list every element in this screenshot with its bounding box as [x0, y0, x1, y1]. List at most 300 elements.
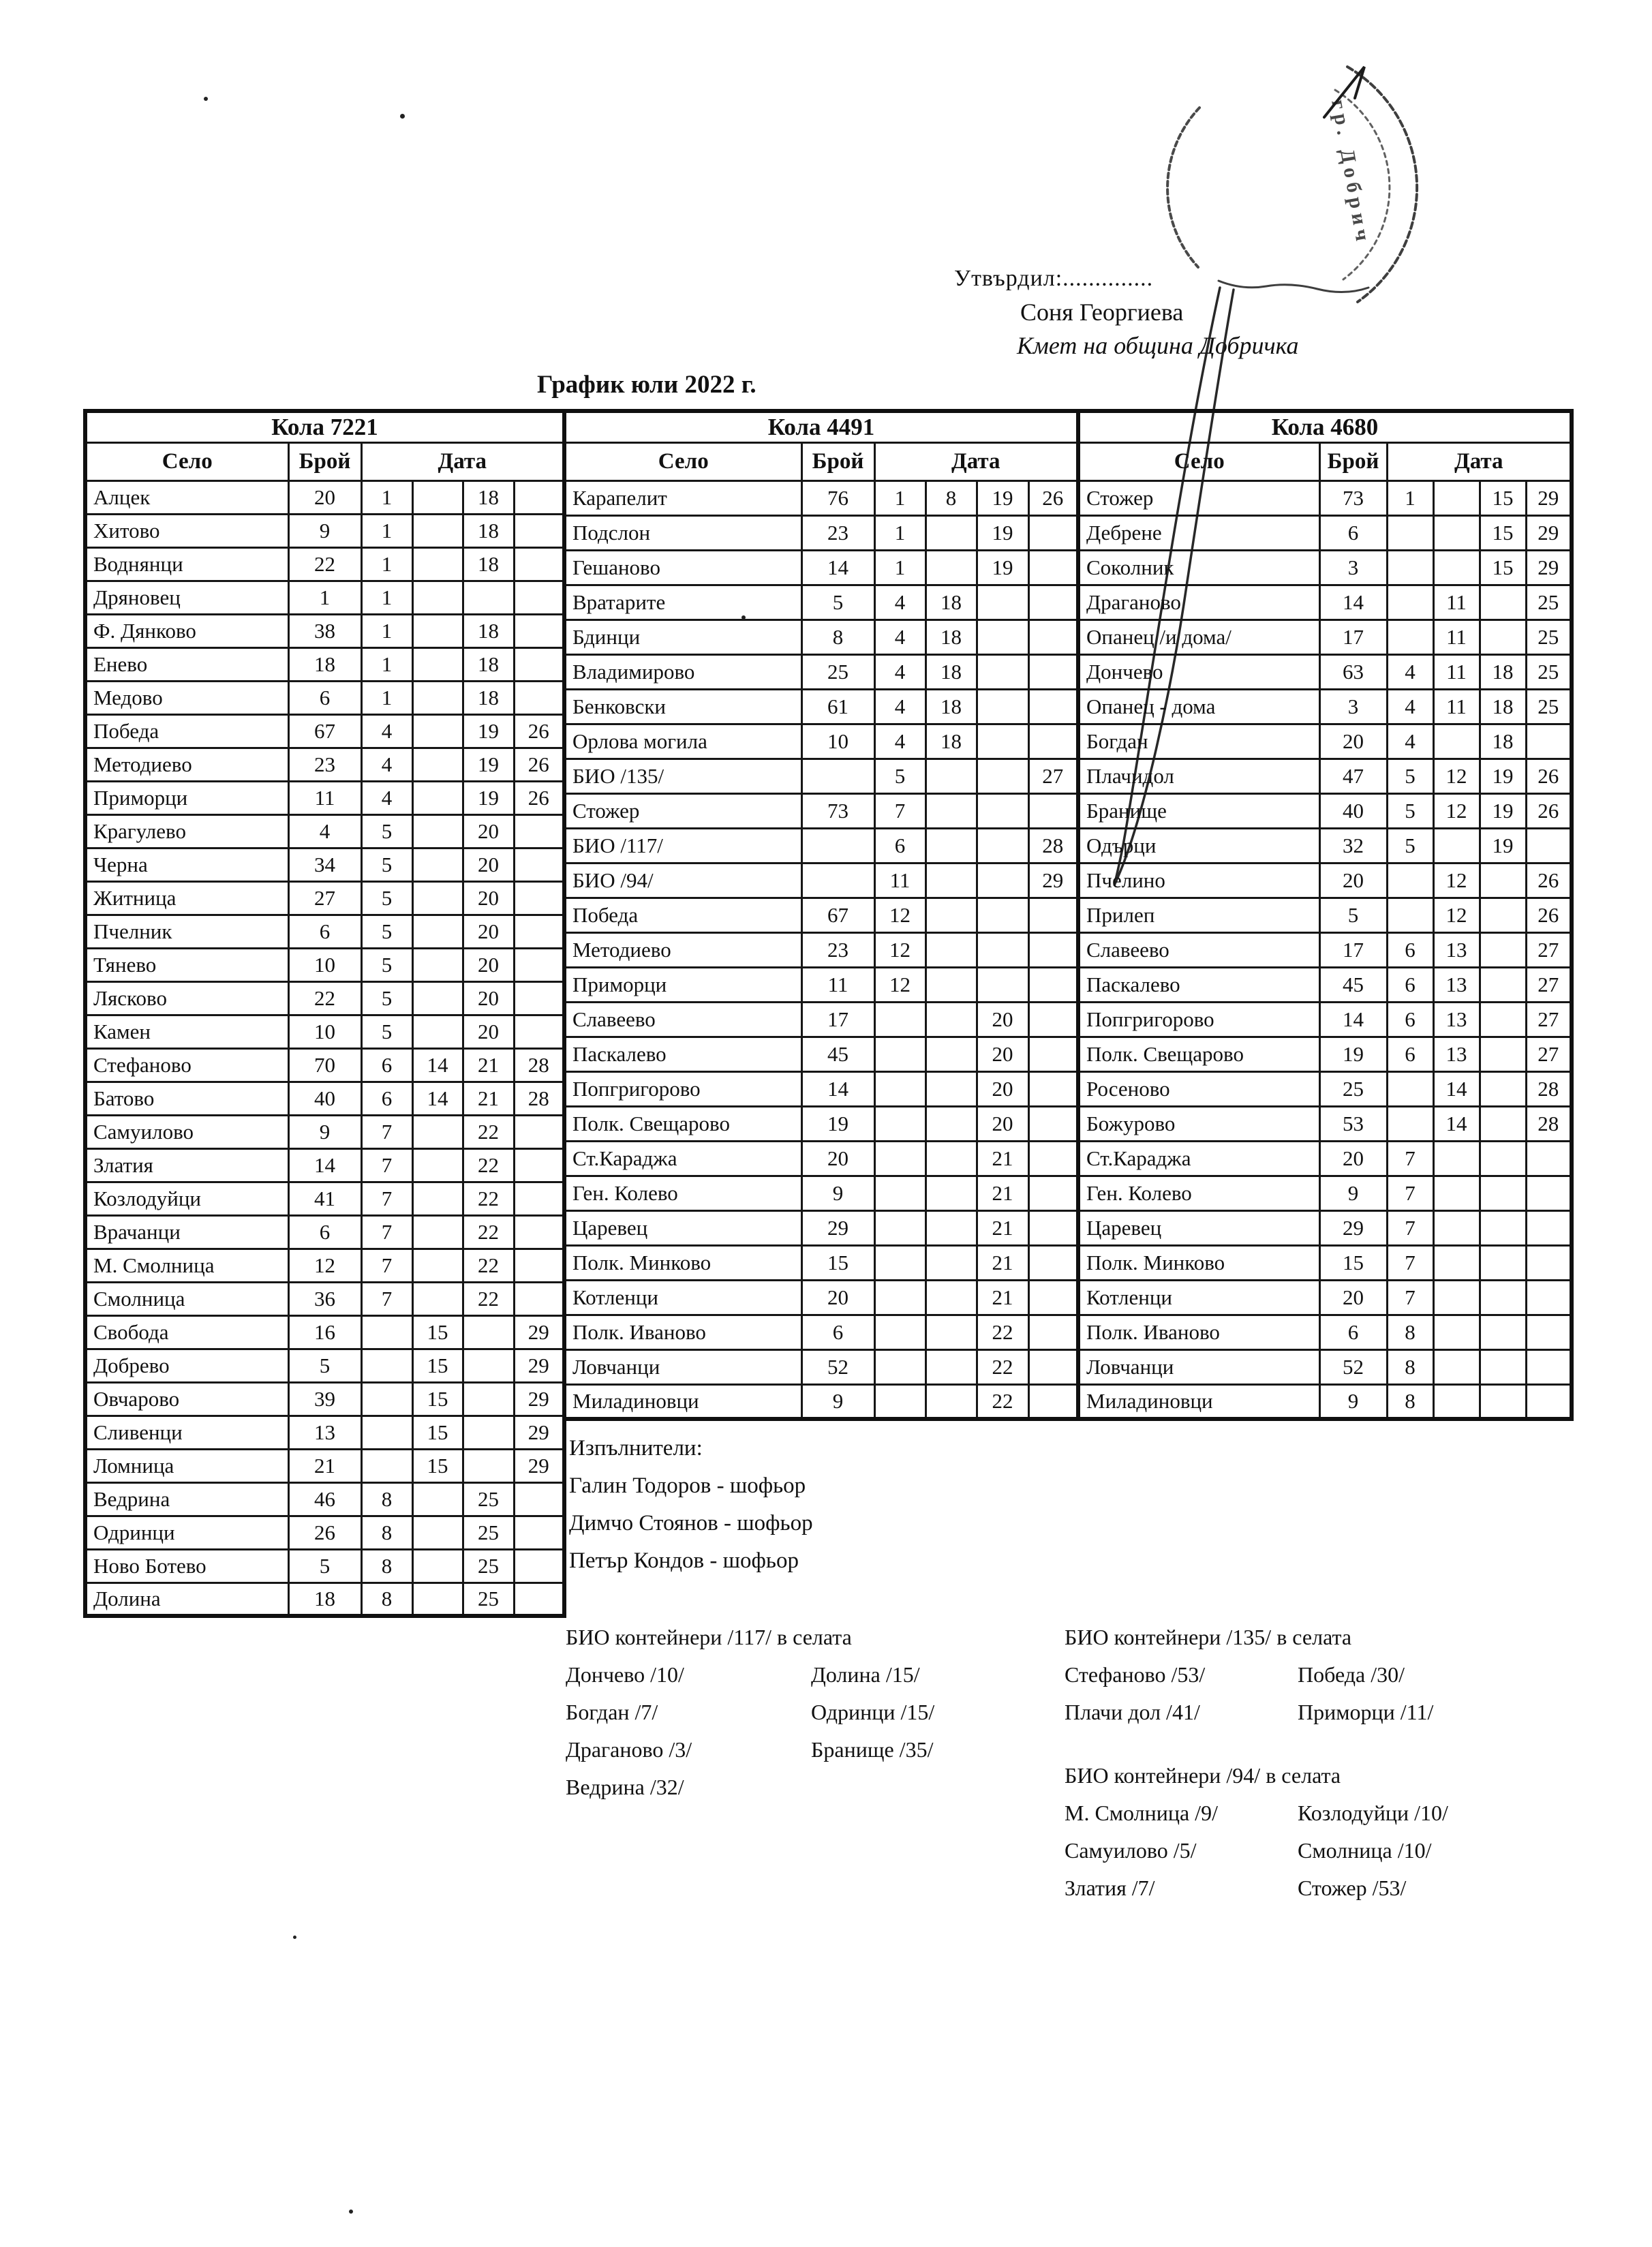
date-cell: 25: [463, 1583, 514, 1616]
date-cell: [412, 1516, 463, 1549]
date-cell: 6: [1387, 967, 1433, 1002]
table-row: [564, 1349, 1078, 1384]
date-cell: 18: [463, 681, 514, 714]
date-cell: [1480, 932, 1526, 967]
date-cell: [1387, 585, 1433, 620]
date-cell: 20: [463, 948, 514, 981]
bio-village-item: Победа /30/: [1298, 1662, 1405, 1687]
date-cell: 8: [1387, 1384, 1433, 1419]
bio-village-item: Плачи дол /41/: [1065, 1700, 1200, 1724]
date-cell: [926, 1106, 977, 1141]
date-cell: [977, 724, 1028, 759]
date-cell: [1433, 1280, 1480, 1315]
date-cell: 15: [412, 1416, 463, 1449]
date-cell: [412, 1282, 463, 1315]
date-cell: 20: [977, 1071, 1028, 1106]
date-cell: 7: [361, 1249, 412, 1282]
date-cell: 28: [514, 1082, 564, 1115]
village-cell: Богдан: [1078, 724, 1319, 759]
date-cell: 18: [463, 647, 514, 681]
village-cell: Царевец: [1078, 1210, 1319, 1245]
date-cell: [926, 1349, 977, 1384]
village-cell: Житница: [85, 881, 288, 915]
date-cell: 1: [361, 681, 412, 714]
village-cell: Свобода: [85, 1315, 288, 1349]
date-cell: 22: [463, 1282, 514, 1315]
table-row: [85, 614, 564, 647]
date-cell: [1433, 480, 1480, 515]
count-cell: 6: [1319, 1315, 1387, 1349]
date-cell: [412, 981, 463, 1015]
date-cell: [1028, 793, 1078, 828]
date-cell: [1028, 515, 1078, 550]
count-cell: 18: [288, 647, 361, 681]
date-cell: [1433, 1176, 1480, 1210]
date-cell: 20: [463, 814, 514, 848]
table-row: [1078, 1210, 1572, 1245]
count-cell: 5: [1319, 898, 1387, 932]
date-cell: [514, 1182, 564, 1215]
date-cell: 20: [977, 1106, 1028, 1141]
date-cell: 22: [463, 1249, 514, 1282]
date-cell: [514, 1549, 564, 1583]
date-cell: [1480, 1315, 1526, 1349]
date-cell: 4: [1387, 724, 1433, 759]
date-cell: [1433, 1315, 1480, 1349]
count-cell: 39: [288, 1382, 361, 1416]
date-cell: 1: [361, 514, 412, 547]
date-cell: 7: [361, 1182, 412, 1215]
date-cell: [1480, 1245, 1526, 1280]
date-cell: [1028, 689, 1078, 724]
count-cell: 61: [801, 689, 874, 724]
date-cell: 7: [361, 1148, 412, 1182]
date-cell: 27: [1028, 759, 1078, 793]
table-row: [564, 967, 1078, 1002]
date-cell: [412, 514, 463, 547]
table-header-row: [564, 442, 1078, 480]
count-cell: 14: [801, 1071, 874, 1106]
date-cell: 18: [1480, 654, 1526, 689]
count-cell: 9: [1319, 1384, 1387, 1419]
bio-village-item: Самуилово /5/: [1065, 1838, 1197, 1863]
date-cell: 4: [361, 714, 412, 748]
date-cell: 7: [1387, 1176, 1433, 1210]
count-cell: 15: [801, 1245, 874, 1280]
date-cell: [514, 981, 564, 1015]
date-cell: [1028, 1176, 1078, 1210]
date-cell: [1028, 585, 1078, 620]
count-cell: 6: [288, 915, 361, 948]
count-cell: 20: [1319, 1280, 1387, 1315]
date-cell: [1028, 724, 1078, 759]
village-cell: Росеново: [1078, 1071, 1319, 1106]
date-cell: 13: [1433, 932, 1480, 967]
bio-village-item: Козлодуйци /10/: [1298, 1801, 1448, 1825]
date-cell: 14: [1433, 1071, 1480, 1106]
count-cell: [801, 863, 874, 898]
bio-column: [811, 1656, 934, 1806]
village-cell: Ловчанци: [564, 1349, 801, 1384]
table-row: [1078, 724, 1572, 759]
date-cell: 29: [514, 1449, 564, 1482]
count-cell: 6: [288, 681, 361, 714]
date-cell: [514, 581, 564, 614]
village-cell: Орлова могила: [564, 724, 801, 759]
village-cell: Ст.Караджа: [564, 1141, 801, 1176]
count-cell: 67: [801, 898, 874, 932]
village-cell: Божурово: [1078, 1106, 1319, 1141]
village-cell: Камен: [85, 1015, 288, 1048]
date-cell: 25: [1526, 585, 1572, 620]
bio-column: [1298, 1794, 1448, 1907]
date-cell: [926, 1176, 977, 1210]
date-cell: 28: [514, 1048, 564, 1082]
village-cell: Воднянци: [85, 547, 288, 581]
date-cell: 18: [463, 514, 514, 547]
count-cell: 9: [288, 1115, 361, 1148]
bio-village-item: Бранище /35/: [811, 1737, 934, 1762]
date-cell: 20: [463, 1015, 514, 1048]
date-cell: [1028, 1002, 1078, 1037]
village-cell: Ведрина: [85, 1482, 288, 1516]
table-row: [1078, 967, 1572, 1002]
date-cell: [514, 681, 564, 714]
table-row: [1078, 620, 1572, 654]
table-row: [564, 1141, 1078, 1176]
count-cell: 14: [1319, 585, 1387, 620]
date-cell: [1433, 724, 1480, 759]
village-cell: Подслон: [564, 515, 801, 550]
date-cell: 26: [1526, 898, 1572, 932]
date-cell: 7: [1387, 1141, 1433, 1176]
date-cell: [1028, 654, 1078, 689]
date-cell: [514, 1148, 564, 1182]
date-cell: 11: [874, 863, 926, 898]
date-cell: [412, 581, 463, 614]
count-cell: 3: [1319, 689, 1387, 724]
scan-speck: [741, 615, 746, 620]
village-cell: Ловчанци: [1078, 1349, 1319, 1384]
date-column-header: Дата: [361, 442, 564, 480]
date-cell: [874, 1176, 926, 1210]
schedule-table-kola-4680: [1076, 409, 1574, 1421]
date-cell: 19: [1480, 793, 1526, 828]
count-cell: 20: [801, 1280, 874, 1315]
count-cell: 45: [801, 1037, 874, 1071]
village-cell: Алцек: [85, 480, 288, 514]
date-cell: 27: [1526, 932, 1572, 967]
count-cell: 10: [288, 948, 361, 981]
date-cell: [926, 793, 977, 828]
date-cell: 21: [977, 1210, 1028, 1245]
date-cell: 19: [977, 515, 1028, 550]
date-cell: [412, 647, 463, 681]
bio-village-item: Одринци /15/: [811, 1700, 935, 1724]
table-row: [564, 620, 1078, 654]
count-cell: 40: [288, 1082, 361, 1115]
count-cell: 16: [288, 1315, 361, 1349]
date-cell: [1480, 620, 1526, 654]
table-row: [564, 1002, 1078, 1037]
count-cell: 40: [1319, 793, 1387, 828]
date-cell: [926, 1210, 977, 1245]
scan-speck: [204, 97, 208, 101]
bio-block-135: [1065, 1619, 1433, 1731]
date-cell: 7: [1387, 1280, 1433, 1315]
village-cell: Дряновец: [85, 581, 288, 614]
date-cell: 8: [361, 1516, 412, 1549]
date-cell: 5: [361, 848, 412, 881]
executor-item: Димчо Стоянов - шофьор: [569, 1511, 813, 1535]
count-cell: 73: [1319, 480, 1387, 515]
date-cell: [514, 1015, 564, 1048]
village-cell: Опанец /и дома/: [1078, 620, 1319, 654]
date-cell: 5: [361, 981, 412, 1015]
executor-item: Галин Тодоров - шофьор: [569, 1473, 806, 1498]
date-cell: 7: [361, 1115, 412, 1148]
date-cell: 12: [874, 967, 926, 1002]
date-cell: [977, 620, 1028, 654]
date-cell: [977, 585, 1028, 620]
count-cell: 34: [288, 848, 361, 881]
bio-block-94: [1065, 1757, 1448, 1907]
date-cell: [1387, 863, 1433, 898]
date-cell: [1526, 724, 1572, 759]
date-cell: [977, 967, 1028, 1002]
table-row: [1078, 1349, 1572, 1384]
scan-speck: [400, 114, 405, 119]
count-cell: 14: [801, 550, 874, 585]
date-cell: [926, 967, 977, 1002]
date-cell: [1387, 898, 1433, 932]
table-row: [85, 681, 564, 714]
village-cell: Полк. Иваново: [564, 1315, 801, 1349]
date-cell: [977, 793, 1028, 828]
date-cell: [1526, 1384, 1572, 1419]
count-cell: 23: [288, 748, 361, 781]
table-row: [1078, 550, 1572, 585]
village-cell: Козлодуйци: [85, 1182, 288, 1215]
date-cell: 20: [977, 1002, 1028, 1037]
date-cell: [926, 1245, 977, 1280]
village-cell: Славеево: [1078, 932, 1319, 967]
date-cell: [514, 1215, 564, 1249]
date-cell: 4: [874, 585, 926, 620]
count-cell: 46: [288, 1482, 361, 1516]
date-cell: [1028, 1141, 1078, 1176]
village-cell: Карапелит: [564, 480, 801, 515]
date-cell: [1480, 585, 1526, 620]
table-row: [1078, 898, 1572, 932]
table-row: [1078, 654, 1572, 689]
executors-heading: Изпълнители:: [569, 1436, 703, 1461]
village-cell: Хитово: [85, 514, 288, 547]
date-cell: [412, 1549, 463, 1583]
count-cell: 27: [288, 881, 361, 915]
date-cell: [1433, 1141, 1480, 1176]
village-cell: Бдинци: [564, 620, 801, 654]
table-row: [85, 1315, 564, 1349]
count-cell: 13: [288, 1416, 361, 1449]
table-row: [1078, 1141, 1572, 1176]
date-cell: [1028, 1384, 1078, 1419]
date-cell: [361, 1449, 412, 1482]
date-cell: 25: [463, 1482, 514, 1516]
table-row: [85, 848, 564, 881]
village-cell: Паскалево: [1078, 967, 1319, 1002]
date-cell: 21: [463, 1082, 514, 1115]
count-cell: 67: [288, 714, 361, 748]
date-cell: [977, 654, 1028, 689]
table-row: [85, 814, 564, 848]
count-cell: 73: [801, 793, 874, 828]
date-cell: 15: [1480, 515, 1526, 550]
date-cell: 27: [1526, 1002, 1572, 1037]
date-cell: [926, 932, 977, 967]
date-cell: [514, 915, 564, 948]
village-cell: Сливенци: [85, 1416, 288, 1449]
date-cell: [412, 547, 463, 581]
date-cell: 8: [1387, 1349, 1433, 1384]
count-column-header: Брой: [801, 442, 874, 480]
date-cell: [1526, 1141, 1572, 1176]
date-cell: 14: [412, 1048, 463, 1082]
date-cell: [874, 1002, 926, 1037]
date-cell: 19: [1480, 828, 1526, 863]
date-cell: 1: [874, 480, 926, 515]
date-cell: [1526, 1245, 1572, 1280]
stamp-right-inner-arc: [1335, 90, 1390, 279]
date-cell: [1480, 1141, 1526, 1176]
date-cell: [926, 1002, 977, 1037]
table-title-row: [85, 411, 564, 442]
village-cell: Паскалево: [564, 1037, 801, 1071]
bio-village-item: Стожер /53/: [1298, 1876, 1407, 1900]
date-cell: [1480, 1349, 1526, 1384]
date-cell: [412, 915, 463, 948]
date-cell: [874, 1141, 926, 1176]
count-cell: 23: [801, 515, 874, 550]
date-cell: 8: [361, 1482, 412, 1516]
date-cell: [1387, 1106, 1433, 1141]
count-cell: 19: [1319, 1037, 1387, 1071]
village-cell: Полк. Минково: [564, 1245, 801, 1280]
date-cell: [926, 759, 977, 793]
table-row: [1078, 689, 1572, 724]
date-cell: [514, 948, 564, 981]
table-row: [85, 781, 564, 814]
village-cell: Одринци: [85, 1516, 288, 1549]
date-cell: [1433, 828, 1480, 863]
date-cell: 6: [1387, 1037, 1433, 1071]
date-cell: [926, 828, 977, 863]
date-cell: [874, 1280, 926, 1315]
count-cell: 4: [288, 814, 361, 848]
date-cell: [1028, 1349, 1078, 1384]
date-cell: 11: [1433, 689, 1480, 724]
table-row: [85, 1249, 564, 1282]
table-row: [85, 1382, 564, 1416]
village-cell: Самуилово: [85, 1115, 288, 1148]
bio-village-item: М. Смолница /9/: [1065, 1801, 1218, 1825]
executors-block: [569, 1430, 813, 1580]
table-row: [564, 585, 1078, 620]
bio-village-item: Смолница /10/: [1298, 1838, 1432, 1863]
date-cell: [1028, 898, 1078, 932]
date-cell: [1028, 1245, 1078, 1280]
date-cell: [1028, 1210, 1078, 1245]
count-cell: 45: [1319, 967, 1387, 1002]
date-cell: 20: [977, 1037, 1028, 1071]
date-cell: 20: [463, 848, 514, 881]
date-cell: 5: [361, 814, 412, 848]
date-cell: [1028, 1280, 1078, 1315]
date-cell: [514, 1516, 564, 1549]
date-cell: 5: [361, 1015, 412, 1048]
date-cell: 5: [1387, 828, 1433, 863]
date-cell: 15: [412, 1349, 463, 1382]
date-cell: 7: [1387, 1245, 1433, 1280]
table-row: [85, 1516, 564, 1549]
date-cell: [1028, 620, 1078, 654]
table-row: [564, 689, 1078, 724]
date-cell: 14: [1433, 1106, 1480, 1141]
date-cell: [412, 781, 463, 814]
date-cell: [361, 1315, 412, 1349]
count-cell: 14: [288, 1148, 361, 1182]
village-cell: Смолница: [85, 1282, 288, 1315]
village-cell: Овчарово: [85, 1382, 288, 1416]
village-cell: Котленци: [564, 1280, 801, 1315]
date-cell: 1: [361, 614, 412, 647]
count-cell: 8: [801, 620, 874, 654]
village-cell: Стожер: [1078, 480, 1319, 515]
date-cell: [1480, 863, 1526, 898]
village-cell: Гешаново: [564, 550, 801, 585]
table-row: [1078, 1176, 1572, 1210]
village-cell: Крагулево: [85, 814, 288, 848]
date-cell: [463, 1449, 514, 1482]
page-title: График юли 2022 г.: [537, 371, 756, 399]
date-cell: [412, 1482, 463, 1516]
date-cell: [874, 1037, 926, 1071]
table-row: [1078, 1245, 1572, 1280]
table-row: [564, 550, 1078, 585]
count-column-header: Брой: [1319, 442, 1387, 480]
table-row: [564, 1210, 1078, 1245]
table-row: [85, 1148, 564, 1182]
date-cell: 28: [1526, 1106, 1572, 1141]
table-row: [85, 480, 564, 514]
date-cell: 22: [977, 1384, 1028, 1419]
count-cell: 25: [801, 654, 874, 689]
table-row: [85, 1482, 564, 1516]
date-cell: [926, 863, 977, 898]
count-cell: 41: [288, 1182, 361, 1215]
village-cell: Ново Ботево: [85, 1549, 288, 1583]
date-cell: 19: [463, 781, 514, 814]
date-cell: 13: [1433, 1002, 1480, 1037]
count-cell: 5: [288, 1549, 361, 1583]
signature-tick-stroke: [1324, 67, 1364, 117]
village-cell: Дебрене: [1078, 515, 1319, 550]
village-cell: Приморци: [85, 781, 288, 814]
count-cell: 32: [1319, 828, 1387, 863]
village-cell: Добрево: [85, 1349, 288, 1382]
village-cell: Ф. Дянково: [85, 614, 288, 647]
village-cell: Батово: [85, 1082, 288, 1115]
